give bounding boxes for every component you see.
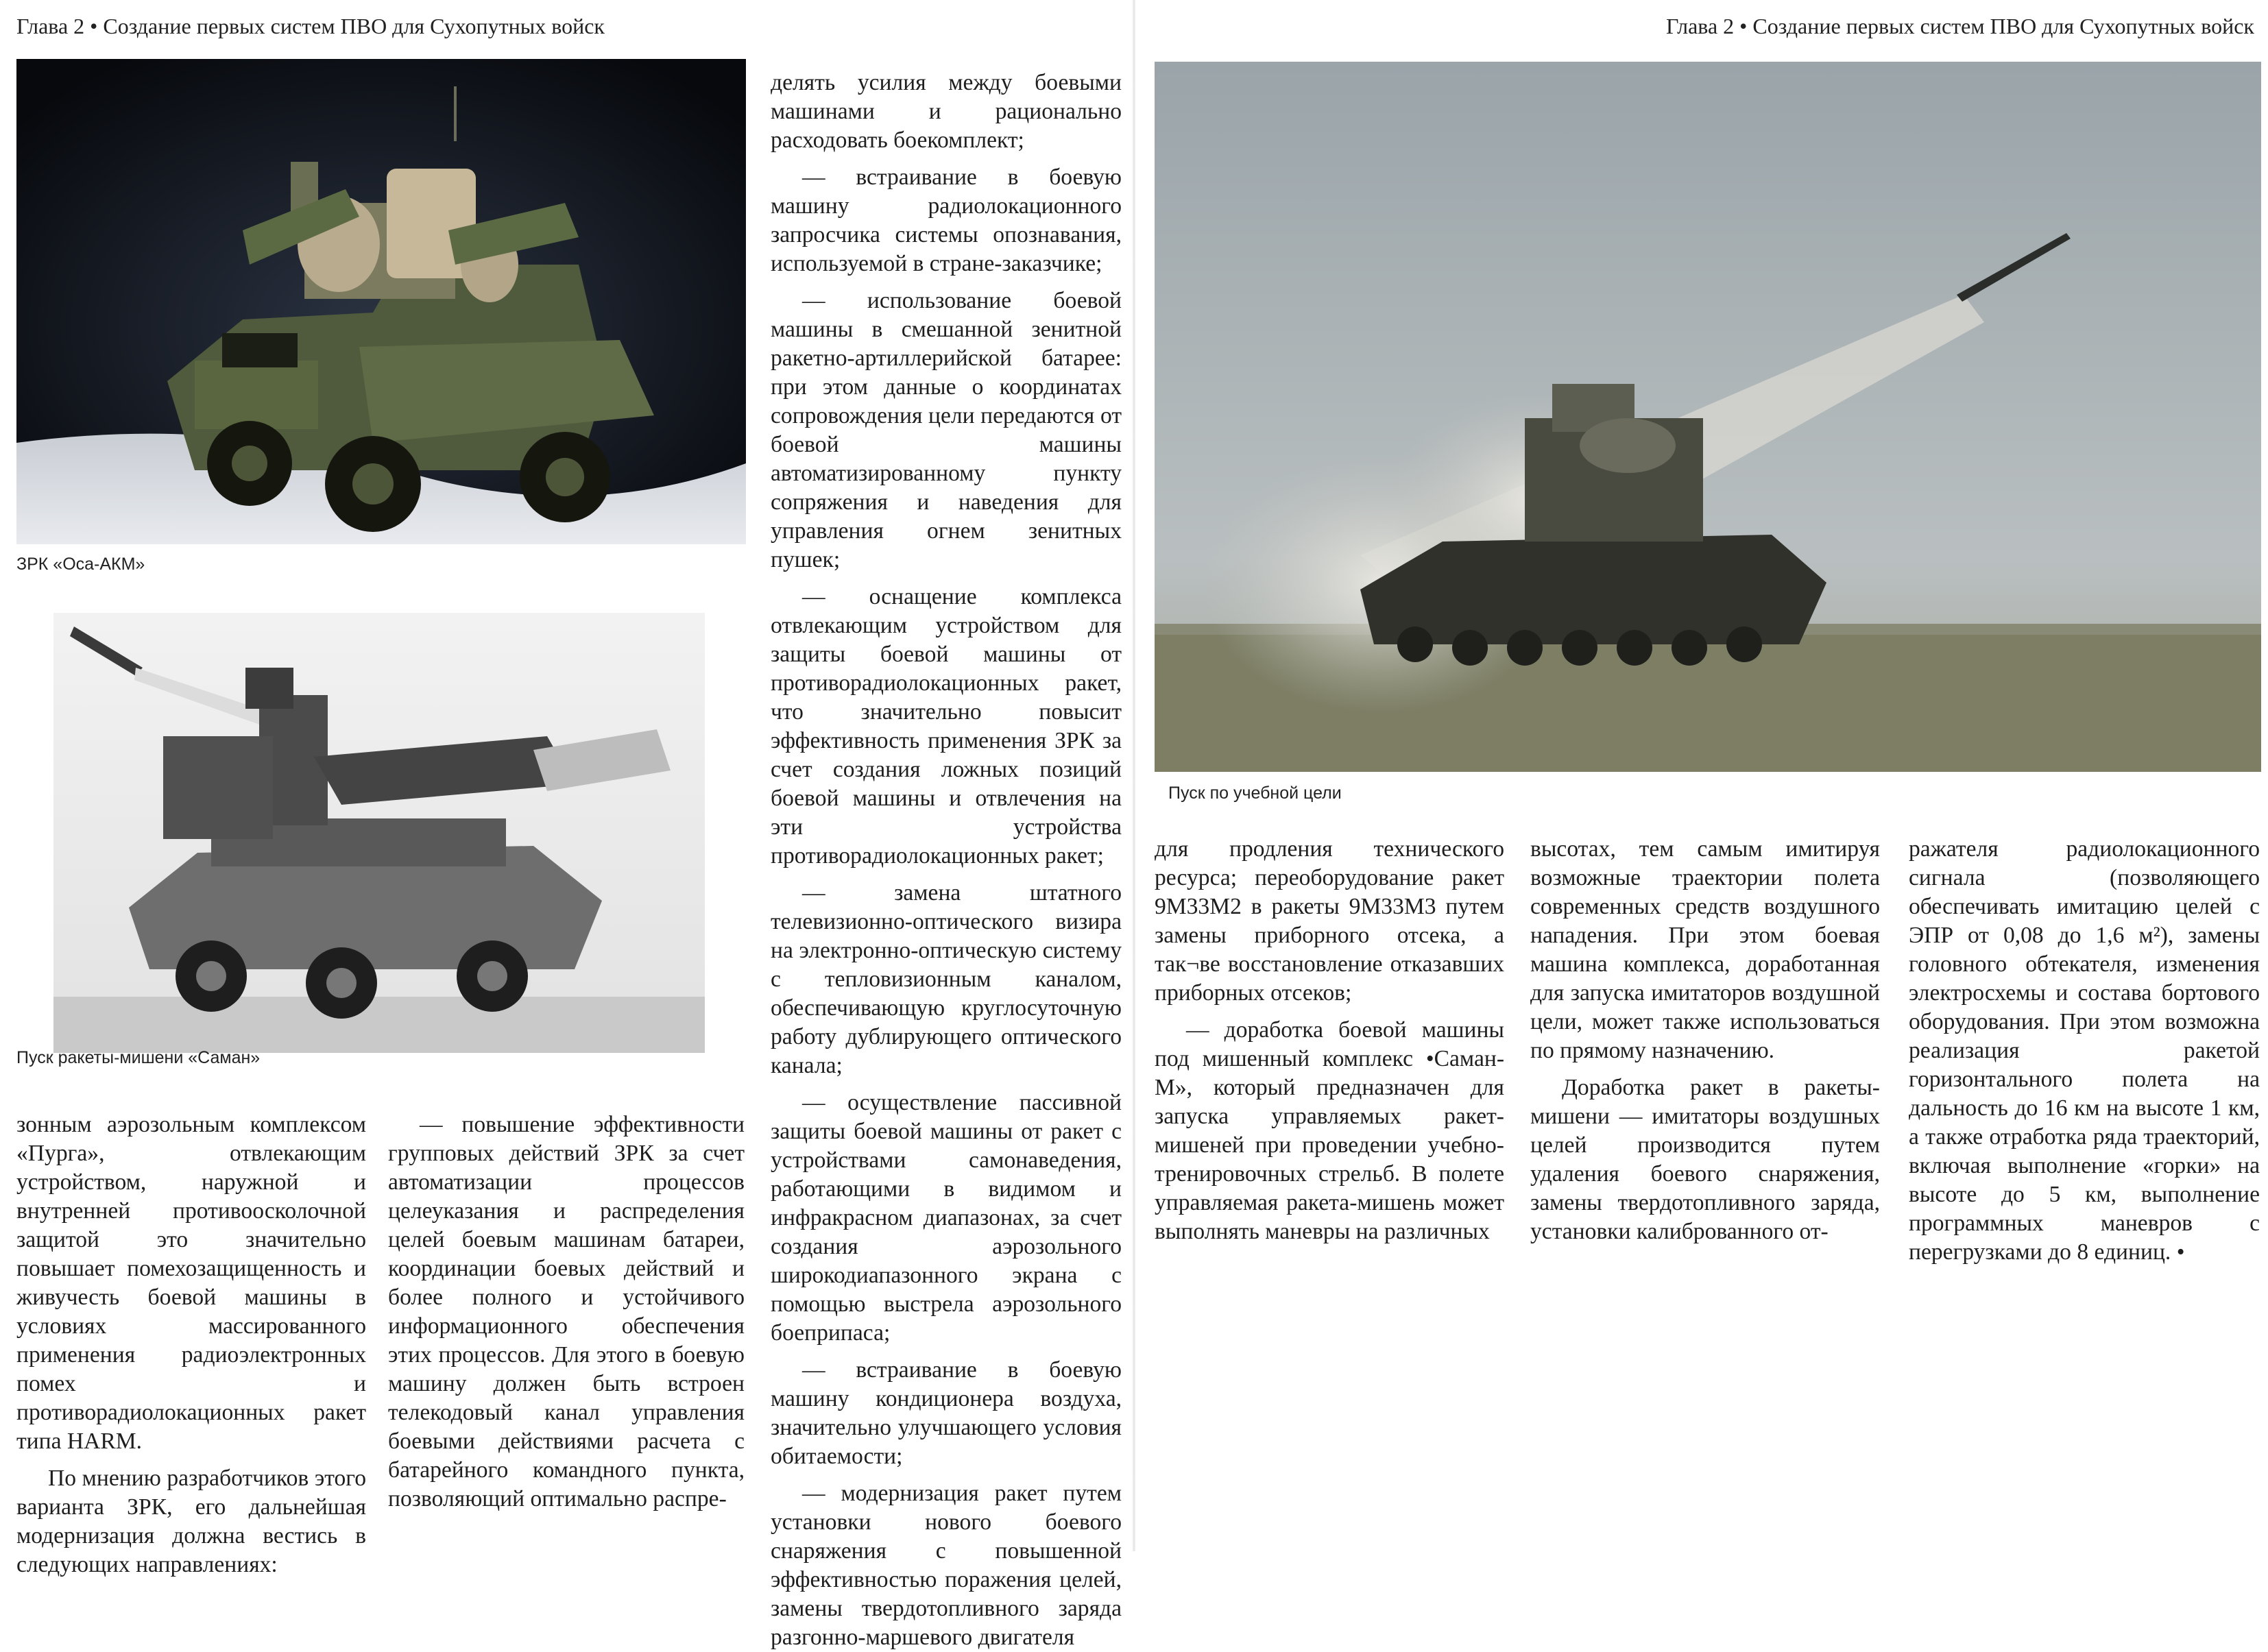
paragraph: ражателя радиолокационного сигнала (позволяющего обеспечивать имитацию целей с ЭПР от 0,08 до 1,6 м²), замены головного обтекателя, изменения электросхемы и состава бортового оборудования. При этом возможна реализация ракетой горизонтального полета на дальность до 16 км на высоте 1 км, а также отработка ряда траекторий, включая выполнение «горки» на высоте до 5 км, выполнение программных маневров с перегрузками до 8 единиц. • <box>1909 836 2260 1265</box>
paragraph: — доработка боевой машины под мишенный комплекс •Саман-М», который предназначен для запуска управляемых ракет-мишеней при проведении учебно-тренировочных стрельб. В полете управляемая ракета-мишень может выполнять маневры на различных <box>1155 1017 1504 1244</box>
photo-training-launch <box>1155 62 2261 772</box>
paragraph: высотах, тем самым имитируя возможные траектории полета современных средств воздушного нападения. При этом боевая машина комплекса, доработанная для запуска имитаторов воздушной цели, может также использоваться по прямому назначению. <box>1530 836 1880 1063</box>
paragraph: зонным аэрозольным комплексом «Пурга», отвлекающим устройством, наружной и внутренней противоосколочной защитой это значительно повышает помехозащищенность и живучесть боевой машины в условиях массированного применения радиоэлектронных помех и противорадиолокационных ракет типа HARM. <box>16 1112 366 1454</box>
paragraph: Доработка ракет в ракеты-мишени — имитаторы воздушных целей производится путем удаления боевого снаряжения, замены твердотопливного заряда, установки калиброванного от- <box>1530 1075 1880 1244</box>
text-column-5 <box>1530 835 1880 1246</box>
text-column-6 <box>1909 835 2260 1267</box>
paragraph: — осуществление пассивной защиты боевой машины от ракет с устройствами самонаведения, работающими в видимом и инфракрасном диапазонах, за счет создания аэрозольного широкодиапазонного экрана с помощью выстрела аэрозольного боеприпаса; <box>771 1090 1122 1346</box>
text-column-3 <box>771 69 1122 1652</box>
paragraph: делять усилия между боевыми машинами и рационально расходовать боекомплект; <box>771 70 1122 153</box>
page-header-left: Глава 2 • Создание первых систем ПВО для Сухопутных войск <box>16 14 605 38</box>
caption-training-launch: Пуск по учебной цели <box>1168 784 1342 803</box>
paragraph: — замена штатного телевизионно-оптического визира на электронно-оптическую систему с тепловизионным каналом, обеспечивающую круглосуточную работу дублирующего оптического канала; <box>771 880 1122 1078</box>
text-column-4 <box>1155 835 1504 1246</box>
caption-osa-akm: ЗРК «Оса-АКМ» <box>16 555 145 574</box>
paragraph: для продления технического ресурса; переоборудование ракет 9М33М2 в ракеты 9М33М3 путем замены приборного отсека, а так¬ве восстановление отказавших приборных отсеков; <box>1155 836 1504 1006</box>
text-column-1 <box>16 1110 366 1579</box>
paragraph: — встраивание в боевую машину радиолокационного запросчика системы опознавания, используемой в стране-заказчике; <box>771 165 1122 276</box>
page-header-right: Глава 2 • Создание первых систем ПВО для Сухопутных войск <box>1666 14 2254 38</box>
photo-osa-akm <box>16 59 746 544</box>
paragraph: — оснащение комплекса отвлекающим устройством для защиты боевой машины от противорадиолокационных ракет, что значительно повысит эффективность применения ЗРК за счет создания ложных позиций боевой машины и отвлечения на эти устройства противорадиолокационных ракет; <box>771 584 1122 868</box>
paragraph: — повышение эффективности групповых действий ЗРК за счет автоматизации процессов целеуказания и распределения целей боевым машинам батареи, координации боевых действий и более полного и устойчивого информационного обеспечения этих процессов. Для этого в боевую машину должен быть встроен телекодовый канал управления боевыми действиями расчета с батарейного командного пункта, позволяющий оптимально распре- <box>388 1112 745 1511</box>
page-gutter <box>1133 0 1135 1551</box>
caption-saman-launch: Пуск ракеты-мишени «Саман» <box>16 1048 261 1067</box>
photo-saman-launch <box>53 613 705 1053</box>
paragraph: — встраивание в боевую машину кондиционера воздуха, значительно улучшающего условия обитаемости; <box>771 1357 1122 1469</box>
text-column-2 <box>388 1110 745 1514</box>
paragraph: По мнению разработчиков этого варианта ЗРК, его дальнейшая модернизация должна вестись в следующих направлениях: <box>16 1466 366 1577</box>
paragraph: — использование боевой машины в смешанной зенитной ракетно-артиллерийской батарее: при этом данные о координатах сопровождения цели передаются от боевой машины автоматизированному пункту сопряжения и наведения для управления огнем зенитных пушек; <box>771 288 1122 572</box>
paragraph: — модернизация ракет путем установки нового боевого снаряжения с повышенной эффективностью поражения целей, замены твердотопливного заряда разгонно-маршевого двигателя <box>771 1481 1122 1650</box>
